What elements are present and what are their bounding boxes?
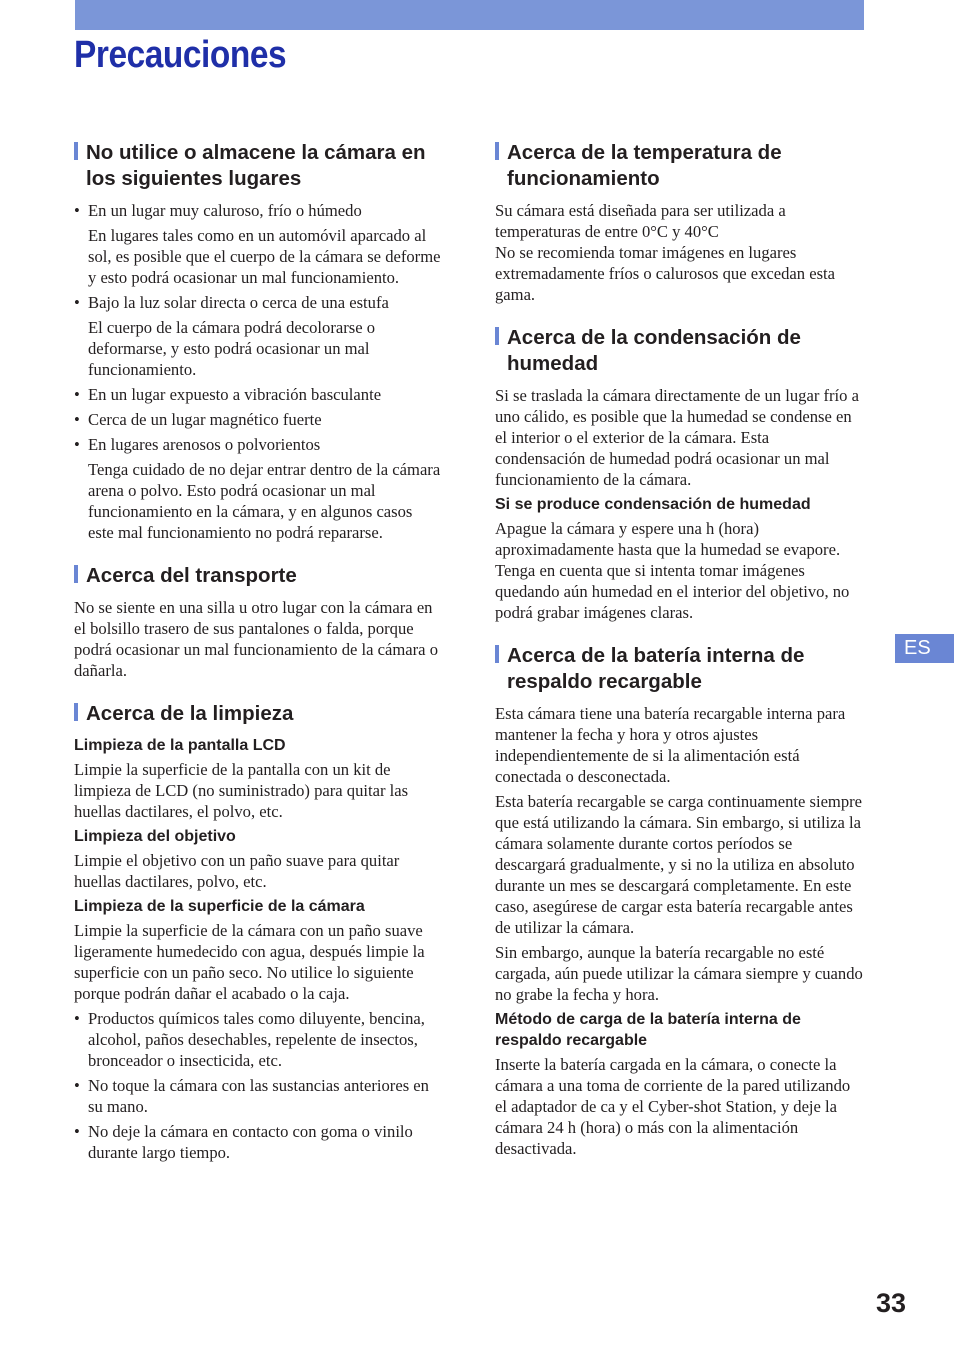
locations-list <box>74 200 442 543</box>
subheading: Limpieza de la pantalla LCD <box>74 737 286 754</box>
subheading: Método de carga de la batería interna de respaldo recargable <box>495 1011 801 1049</box>
section-storage-locations <box>74 140 442 543</box>
paragraph: Inserte la batería cargada en la cámara, o conecte la cámara a una toma de corriente de la pared utilizando el adaptador de ca y el Cyber-shot Station, y deje la cámara 24 h (hora) o más con la alimentación desactivada. <box>495 1055 851 1158</box>
section-heading <box>74 563 442 589</box>
section-heading <box>74 701 442 727</box>
list-item: • No toque la cámara con las sustancias anteriores en su mano. <box>74 1075 442 1117</box>
paragraph: No se siente en una silla u otro lugar con la cámara en el bolsillo trasero de sus pantalones o falda, porque podrá ocasionar un mal funcionamiento de la cámara o dañarla. <box>74 598 438 680</box>
section-heading <box>495 325 863 377</box>
header-bar <box>75 0 864 30</box>
section-cleaning <box>74 701 442 1163</box>
paragraph: Limpie el objetivo con un paño suave para quitar huellas dactilares, polvo, etc. <box>74 851 400 891</box>
left-column <box>74 140 442 1183</box>
heading-marker <box>74 565 78 583</box>
list-item-title: • En un lugar expuesto a vibración basculante <box>88 385 382 404</box>
list-item-title: • En lugares arenosos o polvorientos <box>88 435 321 454</box>
paragraph: Esta cámara tiene una batería recargable interna para mantener la fecha y hora y otros ajustes independientemente de si la alimentación está conectada o desconectada. <box>495 704 846 786</box>
list-item <box>74 384 442 405</box>
paragraph: Sin embargo, aunque la batería recargable no esté cargada, aún puede utilizar la cámara siempre y cuando no grabe la fecha y hora. <box>495 943 863 1004</box>
list-item-desc: Tenga cuidado de no dejar entrar dentro de la cámara arena o polvo. Esto podrá ocasionar un mal funcionamiento en la cámara, y en algunos casos este mal funcionamiento no podrá repararse. <box>88 460 441 542</box>
section-heading-text: Acerca de la limpieza <box>86 702 294 725</box>
subheading: Si se produce condensación de humedad <box>495 496 811 513</box>
heading-marker <box>495 142 499 160</box>
page-title: Precauciones <box>74 34 287 76</box>
page-number: 33 <box>876 1288 907 1318</box>
paragraph: Si se traslada la cámara directamente de un lugar frío a uno cálido, es posible que la humedad se condense en el interior o el exterior de la cámara. Esta condensación de humedad podrá ocasionar un mal funcionamiento de la cámara. <box>495 386 859 489</box>
heading-marker <box>74 142 78 160</box>
list-item <box>74 434 442 543</box>
section-heading-text: No utilice o almacene la cámara en los siguientes lugares <box>86 141 426 190</box>
list-item: • Productos químicos tales como diluyente, bencina, alcohol, paños desechables, repelente de insectos, bronceador o insecticida, etc. <box>74 1008 442 1071</box>
paragraph: Apague la cámara y espere una h (hora) aproximadamente hasta que la humedad se evapore. Tenga en cuenta que si intenta tomar imágenes quedando aún humedad en el interior del objetivo, no podrá grabar imágenes claras. <box>495 519 850 622</box>
section-heading <box>74 140 442 192</box>
list-item-title: • Bajo la luz solar directa o cerca de una estufa <box>88 293 389 312</box>
section-backup-battery <box>495 643 863 1159</box>
section-heading-text: Acerca de la temperatura de funcionamiento <box>507 141 782 190</box>
paragraph: Limpie la superficie de la cámara con un paño suave ligeramente humedecido con agua, después limpie la superficie con un paño seco. No utilice lo siguiente porque podrán dañar el acabado o la caja. <box>74 921 425 1003</box>
list-item-title: • En un lugar muy caluroso, frío o húmedo <box>88 201 362 220</box>
language-tab: ES <box>895 634 954 663</box>
section-transport <box>74 563 442 681</box>
paragraph: No se recomienda tomar imágenes en lugares extremadamente fríos o calurosos que excedan esta gama. <box>495 243 836 304</box>
section-condensation <box>495 325 863 623</box>
list-item <box>74 200 442 288</box>
heading-marker <box>495 645 499 663</box>
section-heading-text: Acerca del transporte <box>86 564 297 587</box>
paragraph: Limpie la superficie de la pantalla con un kit de limpieza de LCD (no suministrado) para quitar las huellas dactilares, el polvo, etc. <box>74 760 409 821</box>
paragraph: Esta batería recargable se carga continuamente siempre que está utilizando la cámara. Sin embargo, si utiliza la cámara solamente durante cortos períodos se descargará gradualmente, y si no la utiliza en absoluto durante un mes se descargará completamente. En este caso, asegúrese de cargar esta batería recargable antes de utilizar la cámara. <box>495 792 863 937</box>
list-item: • No deje la cámara en contacto con goma o vinilo durante largo tiempo. <box>74 1121 442 1163</box>
section-heading <box>495 643 863 695</box>
cleaning-list <box>74 1008 442 1163</box>
heading-marker <box>74 703 78 721</box>
list-item-desc: El cuerpo de la cámara podrá decolorarse o deformarse, y esto podrá ocasionar un mal funcionamiento. <box>88 318 376 379</box>
section-heading <box>495 140 863 192</box>
heading-marker <box>495 327 499 345</box>
subheading: Limpieza del objetivo <box>74 828 236 845</box>
list-item <box>74 292 442 380</box>
section-heading-text: Acerca de la batería interna de respaldo recargable <box>507 644 805 693</box>
section-heading-text: Acerca de la condensación de humedad <box>507 326 801 375</box>
right-column <box>495 140 863 1179</box>
list-item-desc: En lugares tales como en un automóvil aparcado al sol, es posible que el cuerpo de la cámara se deforme y esto podrá ocasionar un mal funcionamiento. <box>88 226 441 287</box>
section-temperature <box>495 140 863 305</box>
list-item <box>74 409 442 430</box>
paragraph: Su cámara está diseñada para ser utilizada a temperaturas de entre 0°C y 40°C <box>495 201 786 241</box>
list-item-title: • Cerca de un lugar magnético fuerte <box>88 410 322 429</box>
subheading: Limpieza de la superficie de la cámara <box>74 898 365 915</box>
